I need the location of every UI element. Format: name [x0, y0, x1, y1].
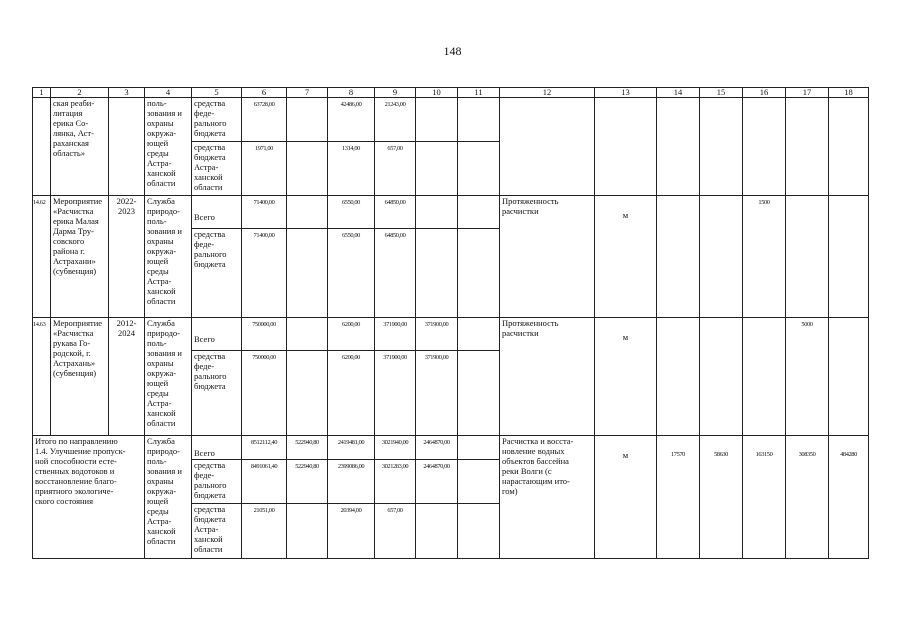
- col-header-5: 5: [192, 88, 242, 98]
- cell-target: 308350: [786, 436, 829, 559]
- cell-source: средства феде- рального бюджета: [192, 98, 242, 142]
- cell-indicator: Расчистка и восста- новление водных объектов бассейна реки Волги (с нарастающим ито- гом): [500, 436, 595, 559]
- cell-value: 64850,00: [375, 229, 416, 318]
- cell-executor: Служба природо- поль- зования и охраны окружа- ющей среды Астра- ханской области: [145, 436, 192, 559]
- cell-value: [416, 196, 458, 229]
- cell-value: 371900,00: [416, 351, 458, 436]
- cell-value: 371900,00: [375, 351, 416, 436]
- cell-target: [743, 318, 786, 436]
- cell-value: 3021940,00: [375, 436, 416, 460]
- cell-target: 58630: [700, 436, 743, 559]
- cell-executor: Служба природо- поль- зования и охраны окружа- ющей среды Астра- ханской области: [145, 318, 192, 436]
- cell-value: 71400,00: [242, 229, 287, 318]
- cell-value: 1971,00: [242, 142, 287, 196]
- cell-target: [700, 318, 743, 436]
- cell-indicator: [500, 98, 595, 196]
- cell-target: [657, 196, 700, 318]
- cell-value: 657,00: [375, 142, 416, 196]
- col-header-7: 7: [287, 88, 328, 98]
- cell-value: [458, 98, 500, 142]
- col-header-2: 2: [51, 88, 109, 98]
- cell-target: 5000: [786, 318, 829, 436]
- column-number-row: [33, 88, 869, 98]
- col-header-17: 17: [786, 88, 829, 98]
- cell-value: 522940,80: [287, 460, 328, 504]
- cell-indicator: Протяженность расчистки: [500, 196, 595, 318]
- cell-value: 42486,00: [328, 98, 375, 142]
- cell-value: 657,00: [375, 504, 416, 559]
- cell-value: [416, 98, 458, 142]
- cell-value: 6200,00: [328, 318, 375, 351]
- cell-name: Мероприятие «Расчистка рукава Го- родской, г. Астрахань» (субвенция): [51, 318, 109, 436]
- cell-unit: м: [595, 196, 657, 318]
- col-header-4: 4: [145, 88, 192, 98]
- cell-target: [786, 98, 829, 196]
- cell-value: 6550,00: [328, 229, 375, 318]
- cell-target: 163150: [743, 436, 786, 559]
- cell-code: [33, 98, 51, 196]
- cell-value: [458, 229, 500, 318]
- cell-target: [829, 318, 869, 436]
- page-number: 148: [443, 44, 462, 58]
- cell-indicator: Протяженность расчистки: [500, 318, 595, 436]
- cell-value: 750000,00: [242, 318, 287, 351]
- cell-value: 71400,00: [242, 196, 287, 229]
- cell-value: 20394,00: [328, 504, 375, 559]
- cell-name: ская реаби- литация ерика Со- лянка, Аст- раханская область»: [51, 98, 109, 196]
- cell-source: средства феде- рального бюджета: [192, 460, 242, 504]
- cell-code: 14.63: [33, 318, 51, 436]
- col-header-1: 1: [33, 88, 51, 98]
- cell-value: 522940,80: [287, 436, 328, 460]
- cell-value: 1314,00: [328, 142, 375, 196]
- cell-value: 3021283,00: [375, 460, 416, 504]
- cell-target: 1500: [743, 196, 786, 318]
- cell-target: [657, 98, 700, 196]
- table-row: [33, 196, 869, 229]
- cell-value: 6200,00: [328, 351, 375, 436]
- cell-code: 14.62: [33, 196, 51, 318]
- cell-value: 371900,00: [416, 318, 458, 351]
- cell-value: [416, 504, 458, 559]
- cell-value: 21243,00: [375, 98, 416, 142]
- col-header-6: 6: [242, 88, 287, 98]
- table-row: [33, 436, 869, 460]
- cell-source: Всего: [192, 318, 242, 351]
- cell-source: средства феде- рального бюджета: [192, 351, 242, 436]
- cell-value: [287, 351, 328, 436]
- cell-value: 63728,00: [242, 98, 287, 142]
- cell-source: средства феде- рального бюджета: [192, 229, 242, 318]
- cell-value: 8491061,40: [242, 460, 287, 504]
- cell-years: 2012- 2024: [109, 318, 145, 436]
- cell-years: [109, 98, 145, 196]
- cell-value: 2464870,00: [416, 436, 458, 460]
- cell-value: [458, 460, 500, 504]
- table-row: [33, 98, 869, 142]
- cell-name: Мероприятие «Расчистка ерика Малая Дарма Тру- совского района г. Астрахани» (субвенция): [51, 196, 109, 318]
- cell-target: 484280: [829, 436, 869, 559]
- cell-value: 21051,00: [242, 504, 287, 559]
- cell-value: [287, 318, 328, 351]
- cell-value: 8512112,40: [242, 436, 287, 460]
- cell-source: Всего: [192, 436, 242, 460]
- cell-target: [657, 318, 700, 436]
- cell-total-name: Итого по направлению 1.4. Улучшение пропуск- ной способности есте- ственных водотоков и восстановление благо- приятного экологиче- ского состояния: [33, 436, 145, 559]
- col-header-12: 12: [500, 88, 595, 98]
- cell-value: [458, 196, 500, 229]
- cell-unit: м: [595, 318, 657, 436]
- cell-value: 371900,00: [375, 318, 416, 351]
- cell-value: [416, 142, 458, 196]
- cell-value: 2419481,00: [328, 436, 375, 460]
- cell-target: [786, 196, 829, 318]
- col-header-14: 14: [657, 88, 700, 98]
- col-header-9: 9: [375, 88, 416, 98]
- cell-value: 750000,00: [242, 351, 287, 436]
- cell-value: [287, 196, 328, 229]
- col-header-10: 10: [416, 88, 458, 98]
- cell-source: средства бюджета Астра- ханской области: [192, 504, 242, 559]
- col-header-16: 16: [743, 88, 786, 98]
- cell-source: Всего: [192, 196, 242, 229]
- cell-executor: Служба природо- поль- зования и охраны окружа- ющей среды Астра- ханской области: [145, 196, 192, 318]
- cell-value: [458, 318, 500, 351]
- cell-value: 64850,00: [375, 196, 416, 229]
- col-header-18: 18: [829, 88, 869, 98]
- cell-value: 2464870,00: [416, 460, 458, 504]
- cell-value: 6550,00: [328, 196, 375, 229]
- cell-value: [458, 351, 500, 436]
- cell-value: [287, 142, 328, 196]
- cell-target: [829, 98, 869, 196]
- cell-value: [458, 436, 500, 460]
- cell-value: [287, 98, 328, 142]
- col-header-13: 13: [595, 88, 657, 98]
- cell-target: [700, 98, 743, 196]
- cell-unit: м: [595, 436, 657, 559]
- cell-value: [458, 142, 500, 196]
- col-header-15: 15: [700, 88, 743, 98]
- cell-value: 2399086,00: [328, 460, 375, 504]
- cell-value: [416, 229, 458, 318]
- col-header-3: 3: [109, 88, 145, 98]
- cell-source: средства бюджета Астра- ханской области: [192, 142, 242, 196]
- table-row: [33, 318, 869, 351]
- cell-target: [743, 98, 786, 196]
- cell-value: [287, 229, 328, 318]
- cell-years: 2022- 2023: [109, 196, 145, 318]
- col-header-8: 8: [328, 88, 375, 98]
- program-table: [32, 87, 869, 559]
- cell-value: [458, 504, 500, 559]
- cell-target: [700, 196, 743, 318]
- col-header-11: 11: [458, 88, 500, 98]
- cell-target: 17570: [657, 436, 700, 559]
- cell-value: [287, 504, 328, 559]
- cell-executor: поль- зования и охраны окружа- ющей среды Астра- ханской области: [145, 98, 192, 196]
- cell-unit: [595, 98, 657, 196]
- cell-target: [829, 196, 869, 318]
